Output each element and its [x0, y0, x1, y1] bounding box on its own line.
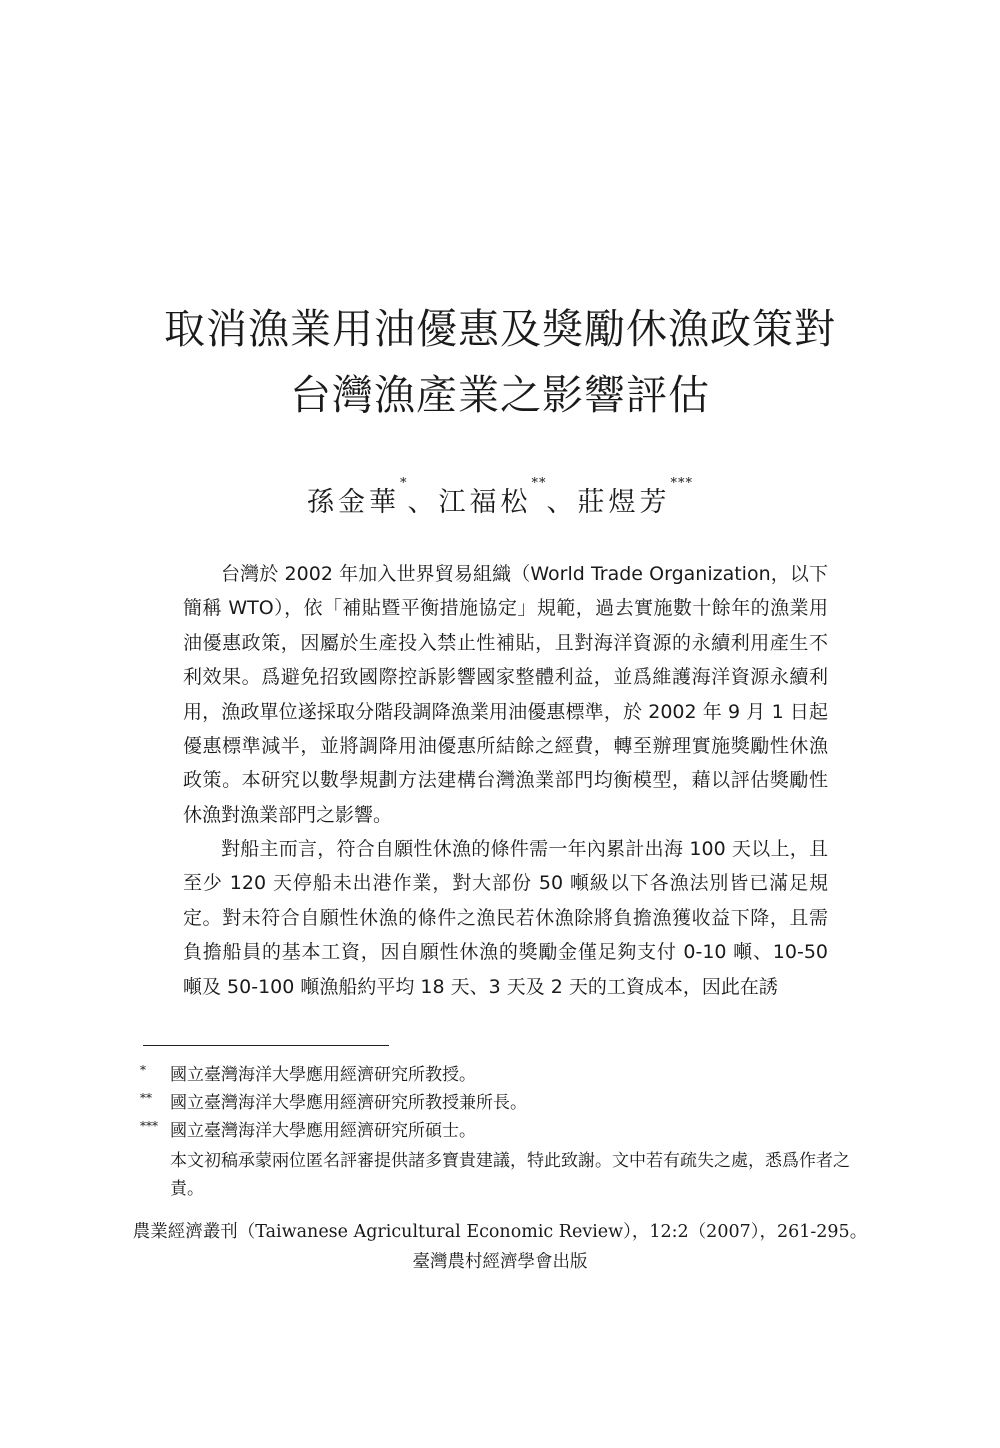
author-name: 莊煜芳	[577, 487, 671, 518]
acknowledgement-note: 本文初稿承蒙兩位匿名評審提供諸多寶貴建議，特此致謝。文中若有疏失之處，悉爲作者之責。	[170, 1151, 850, 1199]
paper-title-line-1: 取消漁業用油優惠及獎勵休漁政策對	[164, 305, 836, 353]
footnote	[140, 1061, 860, 1089]
abstract-paragraph-1: 台灣於 2002 年加入世界貿易組織（World Trade Organization，以下簡稱 WTO），依「補貼暨平衡措施協定」規範，過去實施數十餘年的漁業用油優惠政策，因屬於生產投入禁止性補貼，且對海洋資源的永續利用產生不利效果。爲避免招致國際控訴影響國家整體利益，並爲維護海洋資源永續利用，漁政單位遂採取分階段調降漁業用油優惠標準，於 2002 年 9 月 1 日起優惠標準減半，並將調降用油優惠所結餘之經費，轉至辦理實施獎勵性休漁政策。本研究以數學規劃方法建構台灣漁業部門均衡模型，藉以評估獎勵性休漁對漁業部門之影響。	[183, 563, 828, 826]
footnote-text: 國立臺灣海洋大學應用經濟研究所教授。	[170, 1065, 476, 1085]
footnote-divider	[143, 1045, 389, 1046]
footnote-mark: *	[140, 1063, 146, 1077]
author-name: 孫金華	[307, 487, 400, 518]
footnote-mark: ***	[140, 1119, 158, 1133]
author-name: 江福松	[438, 487, 532, 518]
author-footnote-mark: ***	[670, 476, 693, 491]
publisher-line: 臺灣農村經濟學會出版	[412, 1252, 588, 1272]
footnote-text: 國立臺灣海洋大學應用經濟研究所碩士。	[170, 1121, 476, 1141]
author-footnote-mark: **	[531, 476, 547, 491]
author-list	[0, 476, 1000, 519]
footnote	[140, 1117, 860, 1145]
footnote-text: 國立臺灣海洋大學應用經濟研究所教授兼所長。	[170, 1093, 527, 1113]
footnotes	[140, 1061, 860, 1203]
footnote	[140, 1089, 860, 1117]
author-separator: 、	[546, 487, 578, 518]
abstract-paragraph-2: 對船主而言，符合自願性休漁的條件需一年內累計出海 100 天以上，且至少 120 天停船未出港作業，對大部份 50 噸級以下各漁法別皆已滿足規定。對未符合自願性休漁的條件之漁民若休漁除將負擔漁獲收益下降，且需負擔船員的基本工資，因自願性休漁的獎勵金僅足夠支付 0-10 噸、10-50 噸及 50-100 噸漁船約平均 18 天、3 天及 2 天的工資成本，因此在誘	[183, 838, 828, 998]
journal-citation: 農業經濟叢刊（Taiwanese Agricultural Economic Review），12:2（2007），261-295。	[132, 1222, 868, 1242]
author-footnote-mark: *	[400, 476, 408, 491]
paper-title-line-2: 台灣漁產業之影響評估	[290, 371, 710, 419]
author-separator: 、	[407, 487, 439, 518]
footnote-mark: **	[140, 1091, 152, 1105]
